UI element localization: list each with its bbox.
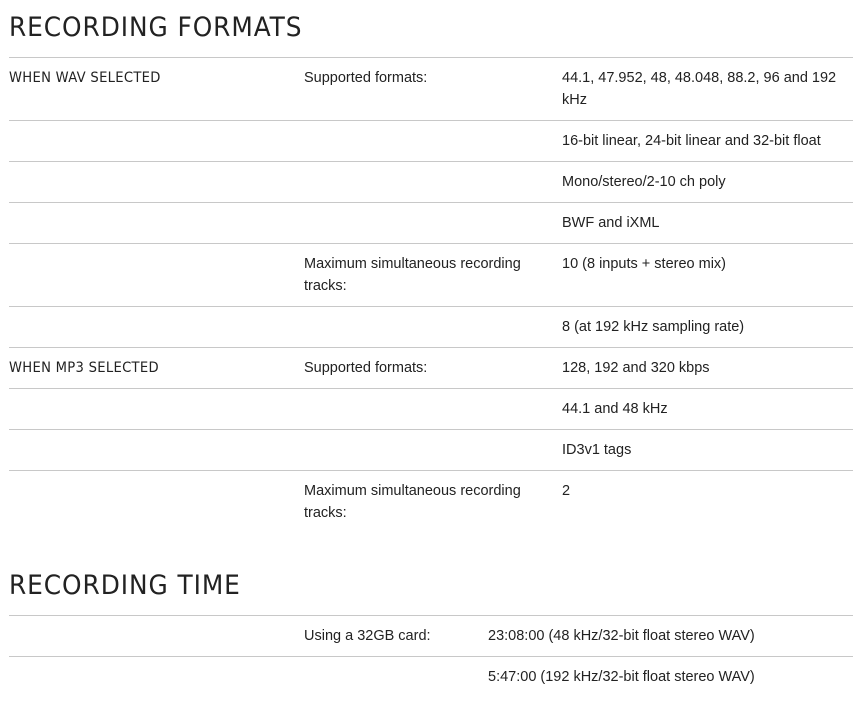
table-row (9, 389, 853, 430)
recording-formats-title: RECORDING FORMATS (9, 12, 303, 43)
row-value: ID3v1 tags (562, 430, 853, 471)
row-group-label (9, 657, 304, 698)
row-value: 44.1, 47.952, 48, 48.048, 88.2, 96 and 192 kHz (562, 58, 853, 121)
recording-time-table (9, 615, 853, 697)
table-row (9, 616, 853, 657)
row-label: Supported formats: (304, 58, 562, 121)
row-group-label (9, 616, 304, 657)
table-row (9, 244, 853, 307)
row-label (304, 121, 562, 162)
row-value: BWF and iXML (562, 203, 853, 244)
row-group-label (9, 203, 304, 244)
row-group-label (9, 471, 304, 534)
row-value: Mono/stereo/2-10 ch poly (562, 162, 853, 203)
row-label (304, 307, 562, 348)
row-value: 10 (8 inputs + stereo mix) (562, 244, 853, 307)
row-group-label (9, 389, 304, 430)
row-group-label (9, 162, 304, 203)
table-row (9, 430, 853, 471)
recording-time-title: RECORDING TIME (9, 570, 241, 601)
row-value: 5:47:00 (192 kHz/32-bit float stereo WAV) (488, 657, 853, 698)
row-value: 23:08:00 (48 kHz/32-bit float stereo WAV) (488, 616, 853, 657)
row-label: Maximum simultaneous recording tracks: (304, 471, 562, 534)
row-group-label (9, 307, 304, 348)
row-value: 16-bit linear, 24-bit linear and 32-bit float (562, 121, 853, 162)
table-row (9, 471, 853, 534)
row-value: 8 (at 192 kHz sampling rate) (562, 307, 853, 348)
table-row (9, 203, 853, 244)
row-label: Using a 32GB card: (304, 616, 488, 657)
row-group-label: WHEN MP3 SELECTED (9, 348, 304, 389)
row-label (304, 162, 562, 203)
table-row (9, 307, 853, 348)
table-row (9, 348, 853, 389)
table-row (9, 58, 853, 121)
row-group-label (9, 244, 304, 307)
row-value: 128, 192 and 320 kbps (562, 348, 853, 389)
row-value: 44.1 and 48 kHz (562, 389, 853, 430)
row-label (304, 657, 488, 698)
row-group-label: WHEN WAV SELECTED (9, 58, 304, 121)
row-label (304, 389, 562, 430)
row-group-label (9, 430, 304, 471)
row-label: Supported formats: (304, 348, 562, 389)
recording-formats-table (9, 57, 853, 533)
table-row (9, 121, 853, 162)
table-row (9, 162, 853, 203)
row-group-label (9, 121, 304, 162)
row-value: 2 (562, 471, 853, 534)
row-label (304, 203, 562, 244)
table-row (9, 657, 853, 698)
row-label (304, 430, 562, 471)
row-label: Maximum simultaneous recording tracks: (304, 244, 562, 307)
